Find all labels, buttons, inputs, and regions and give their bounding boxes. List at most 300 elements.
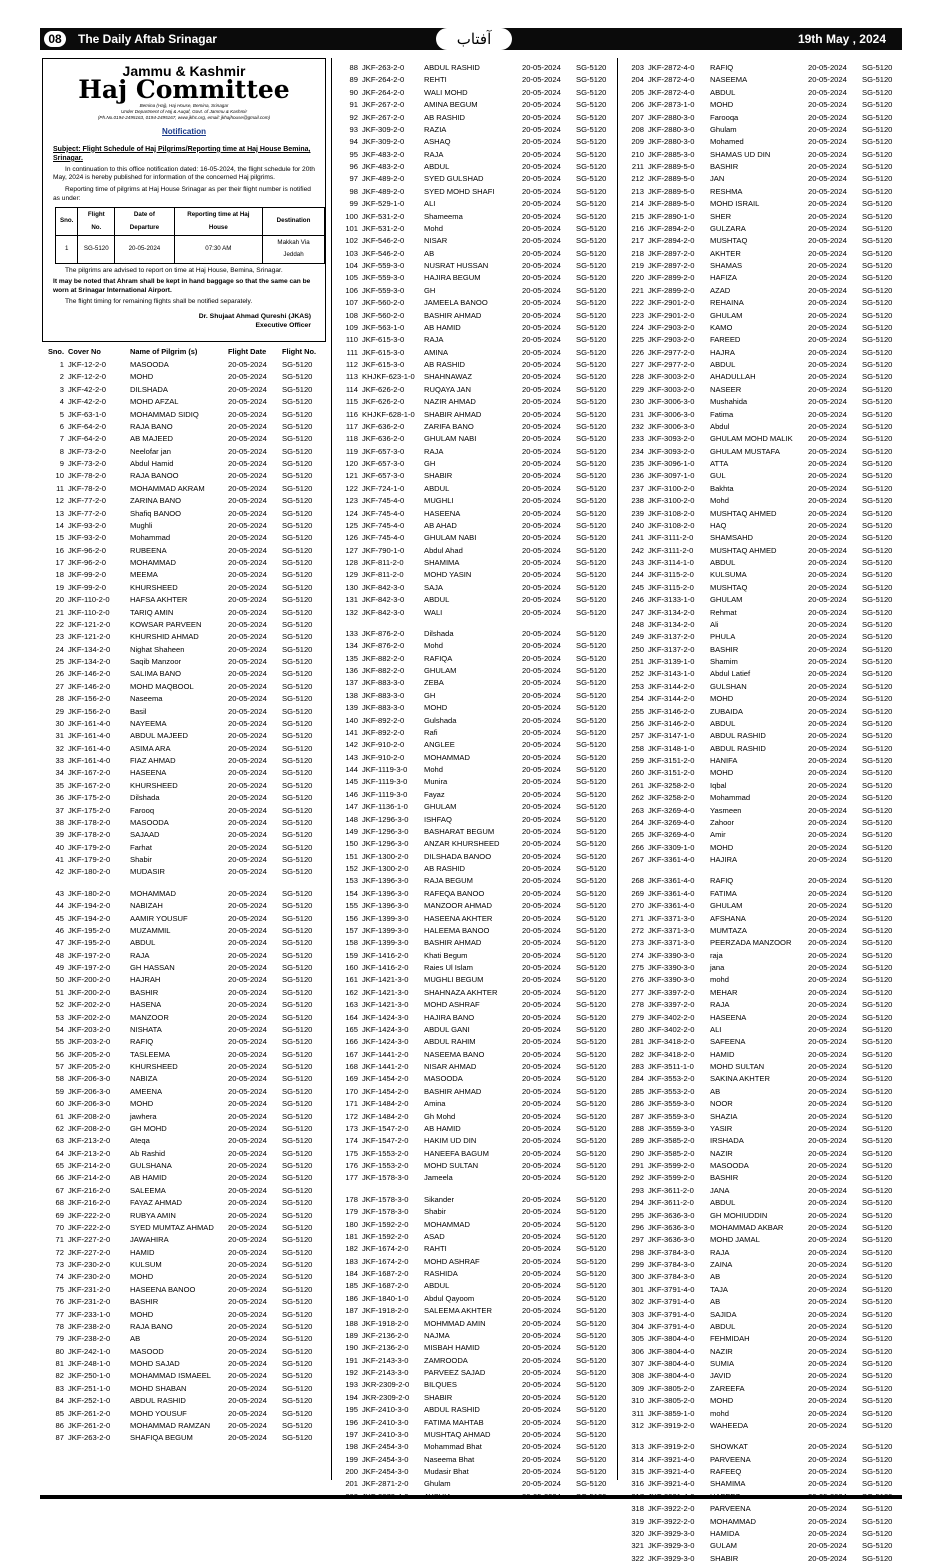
pilgrim-flight-no: SG-5120 <box>282 1161 313 1170</box>
pilgrim-row <box>336 347 620 359</box>
pilgrim-flight-date: 20-05-2024 <box>228 1185 267 1195</box>
pilgrim-row <box>622 1012 904 1024</box>
pilgrim-sno: 16 <box>55 545 64 555</box>
pilgrim-flight-date: 20-05-2024 <box>522 765 561 774</box>
pilgrim-flight-no: SG-5120 <box>576 963 607 972</box>
pilgrim-row <box>336 727 620 739</box>
pilgrim-flight-no: SG-5120 <box>862 1467 893 1476</box>
pilgrim-sno: 222 <box>631 298 644 308</box>
pilgrim-cover-no: JKR-2309-2-0 <box>362 1380 410 1390</box>
pilgrim-row <box>622 1172 904 1184</box>
pilgrim-name: FIAZ AHMAD <box>130 756 176 765</box>
pilgrim-name: SYED MUMTAZ AHMAD <box>130 1222 214 1232</box>
pilgrim-row <box>622 545 904 557</box>
pilgrim-sno: 255 <box>631 706 644 716</box>
pilgrim-cover-no: JKF-1687-2-0 <box>362 1269 409 1278</box>
pilgrim-cover-no: JKF-483-2-0 <box>362 162 405 171</box>
pilgrim-cover-no: JKF-2871-2-0 <box>362 1479 409 1489</box>
pilgrim-row <box>622 149 904 161</box>
pilgrim-flight-date: 20-05-2024 <box>522 1467 561 1476</box>
pilgrim-name: NAJMA <box>424 1330 450 1340</box>
pilgrim-cover-no: JKF-238-2-0 <box>68 1321 111 1331</box>
pilgrim-row <box>336 838 620 850</box>
pilgrim-row <box>622 1383 904 1395</box>
pilgrim-flight-date: 20-05-2024 <box>522 1012 561 1022</box>
pilgrim-name: GHULAM <box>710 310 743 320</box>
pilgrim-row <box>336 198 620 210</box>
pilgrim-name: SHER <box>710 211 732 221</box>
pilgrim-sno: 149 <box>345 826 358 836</box>
pilgrim-cover-no: JKF-2136-2-0 <box>362 1330 409 1340</box>
pilgrim-name: JAMEELA BANOO <box>424 298 488 308</box>
pilgrim-cover-no: JKF-3804-4-0 <box>648 1346 695 1356</box>
pilgrim-sno: 25 <box>55 657 64 666</box>
pilgrim-row <box>336 715 620 727</box>
pilgrim-flight-date: 20-05-2024 <box>808 1136 847 1146</box>
pilgrim-name: MOHD <box>130 1272 154 1282</box>
pilgrim-flight-date: 20-05-2024 <box>522 87 561 97</box>
pilgrim-sno: 145 <box>345 777 358 787</box>
pilgrim-row <box>336 1404 620 1416</box>
pilgrim-sno: 228 <box>631 372 644 382</box>
pilgrim-flight-date: 20-05-2024 <box>522 322 561 332</box>
pilgrim-sno: 85 <box>55 1408 64 1418</box>
pilgrim-name: JAVID <box>710 1371 731 1381</box>
pilgrim-name: Ghulam <box>710 124 737 134</box>
pilgrim-flight-no: SG-5120 <box>862 681 893 691</box>
pilgrim-flight-date: 20-05-2024 <box>522 727 561 737</box>
pilgrim-flight-no: SG-5120 <box>282 1099 313 1109</box>
pilgrim-cover-no: JKF-3397-2-0 <box>648 987 695 997</box>
pilgrim-flight-date: 20-05-2024 <box>522 826 561 836</box>
pilgrim-cover-no: JKF-3922-2-0 <box>648 1504 695 1514</box>
pilgrim-name: AB HAMID <box>424 322 461 332</box>
pilgrim-row <box>622 1222 904 1234</box>
pilgrim-name: ABDUL <box>130 938 156 948</box>
pilgrim-flight-no: SG-5120 <box>282 1396 313 1406</box>
pilgrim-cover-no: JKF-93-2-0 <box>68 533 106 543</box>
pilgrim-name: ABDUL RASHID <box>424 63 480 72</box>
pilgrim-name: MOHD <box>710 100 734 110</box>
pilgrim-name: BASHIR AHMAD <box>424 938 482 948</box>
pilgrim-name: REHAINA <box>710 298 744 308</box>
pilgrim-name: GHULAM <box>710 901 743 911</box>
pilgrim-flight-no: SG-5120 <box>282 938 313 948</box>
pilgrim-flight-date: 20-05-2024 <box>228 545 267 555</box>
pilgrim-name: HASEENA <box>130 768 167 778</box>
pilgrim-sno: 236 <box>631 471 644 481</box>
pilgrim-row <box>336 962 620 974</box>
pilgrim-cover-no: JKF-3859-1-0 <box>648 1408 695 1418</box>
pilgrim-row <box>622 371 904 383</box>
pilgrim-flight-no: SG-5120 <box>862 397 893 407</box>
pilgrim-cover-no: JKF-1399-3-0 <box>362 913 409 923</box>
pilgrim-sno: 73 <box>55 1260 64 1269</box>
pilgrim-cover-no: JKF-2872-4-0 <box>648 63 695 72</box>
table-header: Destination <box>263 208 325 236</box>
pilgrim-flight-date: 20-05-2024 <box>808 718 847 728</box>
pilgrim-row <box>622 767 904 779</box>
pilgrim-name: SHABIR AHMAD <box>424 409 482 419</box>
pilgrim-cover-no: JKF-3919-2-0 <box>648 1420 695 1430</box>
pilgrim-flight-date: 20-05-2024 <box>228 657 267 666</box>
pilgrim-sno: 15 <box>55 533 64 543</box>
pilgrim-sno: 270 <box>631 901 644 911</box>
column-2 <box>336 62 620 1503</box>
pilgrim-flight-date: 20-05-2024 <box>522 876 561 886</box>
pilgrim-cover-no: JKF-3921-4-0 <box>648 1454 695 1464</box>
pilgrim-flight-date: 20-05-2024 <box>808 817 847 827</box>
pilgrim-cover-no: JKF-2899-2-0 <box>648 273 695 283</box>
pilgrim-sno: 113 <box>345 372 358 382</box>
pilgrim-row <box>42 888 326 900</box>
pilgrim-flight-no: SG-5120 <box>576 814 607 824</box>
pilgrim-flight-date: 20-05-2024 <box>228 987 267 997</box>
pilgrim-sno: 66 <box>55 1173 64 1183</box>
pilgrim-cover-no: JKF-2897-2-0 <box>648 261 695 270</box>
pilgrim-flight-no: SG-5120 <box>862 582 893 592</box>
pilgrim-flight-no: SG-5120 <box>862 347 893 357</box>
pilgrim-flight-date: 20-05-2024 <box>808 558 847 567</box>
pilgrim-flight-date: 20-05-2024 <box>228 1111 267 1121</box>
pilgrim-name: Dilshada <box>130 793 160 803</box>
pilgrim-name: GULZARA <box>710 223 746 233</box>
pilgrim-flight-no: SG-5120 <box>576 678 607 688</box>
pilgrim-flight-date: 20-05-2024 <box>522 100 561 110</box>
pilgrim-sno: 137 <box>345 678 358 688</box>
pilgrim-flight-no: SG-5120 <box>576 397 607 407</box>
pilgrim-flight-date: 20-05-2024 <box>522 372 561 382</box>
pilgrim-flight-no: SG-5120 <box>862 1479 893 1489</box>
pilgrim-sno: 272 <box>631 925 644 935</box>
pilgrim-cover-no: JKF-3804-4-0 <box>648 1359 695 1368</box>
pilgrim-row <box>336 112 620 124</box>
pilgrim-cover-no: KHJKF-623-1-0 <box>362 372 415 382</box>
pilgrim-cover-no: JKF-3361-4-0 <box>648 855 695 864</box>
pilgrim-cover-no: JKF-3093-2-0 <box>648 446 695 456</box>
pilgrim-flight-date: 20-05-2024 <box>808 261 847 270</box>
pilgrim-sno: 133 <box>345 628 358 638</box>
pilgrim-cover-no: JKF-3003-2-0 <box>648 384 695 394</box>
pilgrim-name: ASAD <box>424 1231 445 1241</box>
pilgrim-cover-no: JKF-2410-3-0 <box>362 1429 409 1439</box>
pilgrim-sno: 219 <box>631 261 644 270</box>
pilgrim-name: RASHIDA <box>424 1269 458 1278</box>
pilgrim-sno: 206 <box>631 100 644 110</box>
pilgrim-sno: 58 <box>55 1074 64 1084</box>
pilgrim-flight-no: SG-5120 <box>576 545 607 555</box>
pilgrim-cover-no: JKF-77-2-0 <box>68 496 106 506</box>
pilgrim-name: ATTA <box>710 459 729 468</box>
pilgrim-sno: 319 <box>631 1516 644 1526</box>
pilgrim-flight-date: 20-05-2024 <box>808 694 847 704</box>
pilgrim-flight-date: 20-05-2024 <box>228 1433 267 1443</box>
pilgrim-cover-no: JKF-156-2-0 <box>68 706 111 716</box>
pilgrim-row <box>622 136 904 148</box>
pilgrim-cover-no: JKF-230-2-0 <box>68 1272 111 1282</box>
pilgrim-flight-date: 20-05-2024 <box>808 1396 847 1406</box>
pilgrim-row <box>336 569 620 581</box>
pilgrim-row <box>42 962 326 974</box>
pilgrim-row <box>622 1123 904 1135</box>
pilgrim-flight-no: SG-5120 <box>862 545 893 555</box>
pilgrim-sno: 263 <box>631 805 644 815</box>
pilgrim-flight-no: SG-5120 <box>862 768 893 778</box>
pilgrim-flight-date: 20-05-2024 <box>522 1306 561 1316</box>
pilgrim-flight-no: SG-5120 <box>862 1086 893 1096</box>
pilgrim-flight-date: 20-05-2024 <box>808 619 847 629</box>
pilgrim-sno: 102 <box>345 236 358 246</box>
pilgrim-flight-date: 20-05-2024 <box>808 1359 847 1368</box>
pilgrim-sno: 105 <box>345 273 358 283</box>
pilgrim-sno: 147 <box>345 802 358 812</box>
pilgrim-flight-no: SG-5120 <box>862 743 893 753</box>
pilgrim-row <box>622 173 904 185</box>
pilgrim-name: RUBEENA <box>130 545 167 555</box>
pilgrim-sno: 214 <box>631 199 644 209</box>
pilgrim-name: ANZAR KHURSHEED <box>424 839 500 849</box>
pilgrim-cover-no: JKF-3784-3-0 <box>648 1260 695 1269</box>
pilgrim-cover-no: JKF-3371-3-0 <box>648 938 695 948</box>
pilgrim-flight-date: 20-05-2024 <box>522 814 561 824</box>
pilgrim-name: PARVEENA <box>710 1454 751 1464</box>
pilgrim-sno: 90 <box>349 87 358 97</box>
pilgrim-flight-date: 20-05-2024 <box>808 1260 847 1269</box>
pilgrim-flight-no: SG-5120 <box>282 1086 313 1096</box>
pilgrim-cover-no: JKF-2977-2-0 <box>648 347 695 357</box>
pilgrim-cover-no: JKF-3269-4-0 <box>648 830 695 840</box>
pilgrim-cover-no: JKF-3390-3-0 <box>648 975 695 985</box>
pilgrim-flight-date: 20-05-2024 <box>522 653 561 663</box>
pilgrim-flight-date: 20-05-2024 <box>522 347 561 357</box>
pilgrim-cover-no: JKF-227-2-0 <box>68 1247 111 1257</box>
pilgrim-flight-no: SG-5120 <box>576 628 607 638</box>
pilgrim-sno: 258 <box>631 743 644 753</box>
pilgrim-flight-no: SG-5120 <box>576 199 607 209</box>
pilgrim-cover-no: JKF-252-1-0 <box>68 1396 111 1406</box>
pilgrim-flight-date: 20-05-2024 <box>228 1161 267 1170</box>
pilgrim-row <box>622 1540 904 1552</box>
pilgrim-flight-no: SG-5120 <box>862 1371 893 1381</box>
pilgrim-name: Ateqa <box>130 1136 150 1146</box>
pilgrim-cover-no: JKF-3361-4-0 <box>648 901 695 911</box>
pilgrim-name: MOHAMMAD <box>130 888 176 898</box>
pilgrim-row <box>622 248 904 260</box>
pilgrim-row <box>42 1185 326 1197</box>
pilgrim-cover-no: JKF-560-2-0 <box>362 298 405 308</box>
pilgrim-sno: 282 <box>631 1049 644 1059</box>
pilgrim-flight-no: SG-5120 <box>576 174 607 184</box>
pilgrim-cover-no: JKF-1840-1-0 <box>362 1293 409 1303</box>
pilgrim-row <box>42 1172 326 1184</box>
pilgrim-name: MUSHTAQ AHMAD <box>424 1429 491 1439</box>
pilgrim-flight-date: 20-05-2024 <box>522 285 561 295</box>
pilgrim-sno: 128 <box>345 558 358 567</box>
pilgrim-sno: 112 <box>345 360 358 369</box>
pilgrim-flight-date: 20-05-2024 <box>228 793 267 803</box>
pilgrim-flight-date: 20-05-2024 <box>228 1136 267 1146</box>
pilgrim-flight-no: SG-5120 <box>576 975 607 985</box>
pilgrim-cover-no: JKF-1484-2-0 <box>362 1099 409 1109</box>
pilgrim-row <box>336 950 620 962</box>
pilgrim-flight-no: SG-5120 <box>862 273 893 283</box>
pilgrim-sno: 96 <box>349 162 358 171</box>
pilgrim-row <box>42 999 326 1011</box>
pilgrim-flight-no: SG-5120 <box>862 1454 893 1464</box>
pilgrim-sno: 184 <box>345 1269 358 1278</box>
pilgrim-row <box>336 1280 620 1292</box>
pilgrim-name: SHABIR <box>424 1392 453 1402</box>
pilgrim-cover-no: JKF-892-2-0 <box>362 727 405 737</box>
pilgrim-cover-no: JKF-559-3-0 <box>362 285 405 295</box>
pilgrim-cover-no: JKF-3151-2-0 <box>648 768 695 778</box>
pilgrim-flight-no: SG-5120 <box>576 1099 607 1109</box>
pilgrim-cover-no: JKF-3147-1-0 <box>648 731 695 741</box>
pilgrim-name: JAN <box>710 174 725 184</box>
pilgrim-row <box>336 863 620 875</box>
pilgrim-cover-no: JKF-3784-3-0 <box>648 1272 695 1282</box>
pilgrim-row <box>42 607 326 619</box>
pilgrim-row <box>42 854 326 866</box>
pilgrim-flight-date: 20-05-2024 <box>808 112 847 122</box>
pilgrim-flight-date: 20-05-2024 <box>522 888 561 898</box>
pilgrim-name: GH <box>424 285 436 295</box>
pilgrim-flight-date: 20-05-2024 <box>522 1293 561 1303</box>
pilgrim-sno: 45 <box>55 913 64 923</box>
pilgrim-name: SHAMSAHD <box>710 533 754 543</box>
pilgrim-row <box>336 409 620 421</box>
pilgrim-sno: 108 <box>345 310 358 320</box>
pilgrim-name: SYED MOHD SHAFI <box>424 186 495 196</box>
pilgrim-sno: 305 <box>631 1334 644 1344</box>
pilgrim-sno: 104 <box>345 261 358 270</box>
pilgrim-name: HAFSA AKHTER <box>130 595 188 605</box>
table-cell: Makkah Via Jeddah <box>263 235 325 263</box>
pilgrim-cover-no: JKF-3402-2-0 <box>648 1024 695 1034</box>
pilgrim-flight-no: SG-5120 <box>862 632 893 642</box>
pilgrim-row <box>336 1243 620 1255</box>
pilgrim-sno: 97 <box>349 174 358 184</box>
pilgrim-sno: 181 <box>345 1231 358 1241</box>
pilgrim-sno: 64 <box>55 1148 64 1158</box>
pilgrim-flight-date: 20-05-2024 <box>808 162 847 171</box>
pilgrim-flight-date: 20-05-2024 <box>228 1123 267 1133</box>
pilgrim-name: MEEMA <box>130 570 158 580</box>
pilgrim-name: MUSHTAQ AHMED <box>710 545 777 555</box>
pilgrim-row <box>42 644 326 656</box>
pilgrim-row <box>42 1024 326 1036</box>
pilgrim-row <box>622 594 904 606</box>
pilgrim-row <box>622 888 904 900</box>
pilgrim-flight-no: SG-5120 <box>576 100 607 110</box>
pilgrim-sno: 182 <box>345 1244 358 1254</box>
pilgrim-sno: 318 <box>631 1504 644 1514</box>
pilgrim-sno: 31 <box>55 731 64 741</box>
pilgrim-name: Shabir <box>130 855 152 864</box>
pilgrim-sno: 38 <box>55 817 64 827</box>
pilgrim-flight-no: SG-5120 <box>576 864 607 873</box>
pilgrim-row <box>42 545 326 557</box>
pilgrim-row <box>336 359 620 371</box>
pilgrim-name: ABDUL <box>424 595 450 605</box>
pilgrim-sno: 155 <box>345 901 358 911</box>
pilgrim-cover-no: JKF-222-2-0 <box>68 1222 111 1232</box>
pilgrim-row <box>42 396 326 408</box>
pilgrim-name: Mohammad <box>130 533 171 543</box>
pilgrim-row <box>622 1441 904 1453</box>
pilgrim-flight-no: SG-5120 <box>282 1247 313 1257</box>
pilgrim-cover-no: JKF-3585-2-0 <box>648 1136 695 1146</box>
pilgrim-cover-no: JKF-3137-2-0 <box>648 644 695 654</box>
pilgrim-flight-date: 20-05-2024 <box>522 1256 561 1266</box>
pilgrim-sno: 204 <box>631 75 644 85</box>
pilgrim-sno: 266 <box>631 842 644 852</box>
pilgrim-flight-date: 20-05-2024 <box>228 384 267 394</box>
pilgrim-cover-no: JKF-3805-2-0 <box>648 1396 695 1406</box>
pilgrim-sno: 234 <box>631 446 644 456</box>
pilgrim-flight-date: 20-05-2024 <box>522 1161 561 1170</box>
pilgrim-row <box>622 384 904 396</box>
pilgrim-name: ZAMROODA <box>424 1355 468 1365</box>
pilgrim-sno: 55 <box>55 1037 64 1047</box>
pilgrim-sno: 127 <box>345 545 358 555</box>
pilgrim-flight-no: SG-5120 <box>862 1235 893 1245</box>
pilgrim-cover-no: JKF-3559-3-0 <box>648 1111 695 1121</box>
pilgrim-flight-no: SG-5120 <box>862 236 893 246</box>
pilgrim-flight-no: SG-5120 <box>282 1173 313 1183</box>
pilgrim-cover-no: JKF-3258-2-0 <box>648 793 695 803</box>
pilgrim-row <box>336 1417 620 1429</box>
pilgrim-name: jawhera <box>130 1111 157 1121</box>
pilgrim-flight-date: 20-05-2024 <box>228 888 267 898</box>
pilgrim-row <box>622 235 904 247</box>
pilgrim-flight-no: SG-5120 <box>862 434 893 444</box>
pilgrim-name: KAMO <box>710 322 733 332</box>
pilgrim-flight-date: 20-05-2024 <box>522 740 561 750</box>
pilgrim-name: MOHD <box>710 694 734 704</box>
pilgrim-cover-no: JKF-78-2-0 <box>68 483 106 493</box>
pilgrim-cover-no: JKF-179-2-0 <box>68 842 111 852</box>
pilgrim-flight-no: SG-5120 <box>862 1396 893 1406</box>
pilgrim-flight-no: SG-5120 <box>576 938 607 948</box>
pilgrim-sno: 47 <box>55 938 64 948</box>
pilgrim-cover-no: JKF-2889-5-0 <box>648 162 695 171</box>
pilgrim-flight-date: 20-05-2024 <box>808 855 847 864</box>
pilgrim-row <box>336 149 620 161</box>
pilgrim-sno: 250 <box>631 644 644 654</box>
pilgrim-flight-date: 20-05-2024 <box>808 731 847 741</box>
pilgrim-flight-no: SG-5120 <box>862 669 893 679</box>
pilgrim-flight-date: 20-05-2024 <box>228 1012 267 1022</box>
pilgrim-row <box>622 470 904 482</box>
pilgrim-cover-no: JKF-1421-3-0 <box>362 975 409 985</box>
pilgrim-sno: 28 <box>55 694 64 704</box>
pilgrim-flight-date: 20-05-2024 <box>228 1024 267 1034</box>
pilgrim-sno: 302 <box>631 1297 644 1307</box>
pilgrim-sno: 154 <box>345 888 358 898</box>
pilgrim-flight-no: SG-5120 <box>862 1012 893 1022</box>
pilgrim-flight-date: 20-05-2024 <box>522 310 561 320</box>
pilgrim-row <box>336 1454 620 1466</box>
pilgrim-name: ABDUL <box>710 87 736 97</box>
pilgrim-flight-no: SG-5120 <box>862 619 893 629</box>
pilgrim-list <box>42 359 326 1445</box>
pilgrim-row <box>622 532 904 544</box>
pilgrim-row <box>622 359 904 371</box>
pilgrim-flight-date: 20-05-2024 <box>522 715 561 725</box>
pilgrim-flight-no: SG-5120 <box>862 372 893 382</box>
pilgrim-sno: 314 <box>631 1454 644 1464</box>
